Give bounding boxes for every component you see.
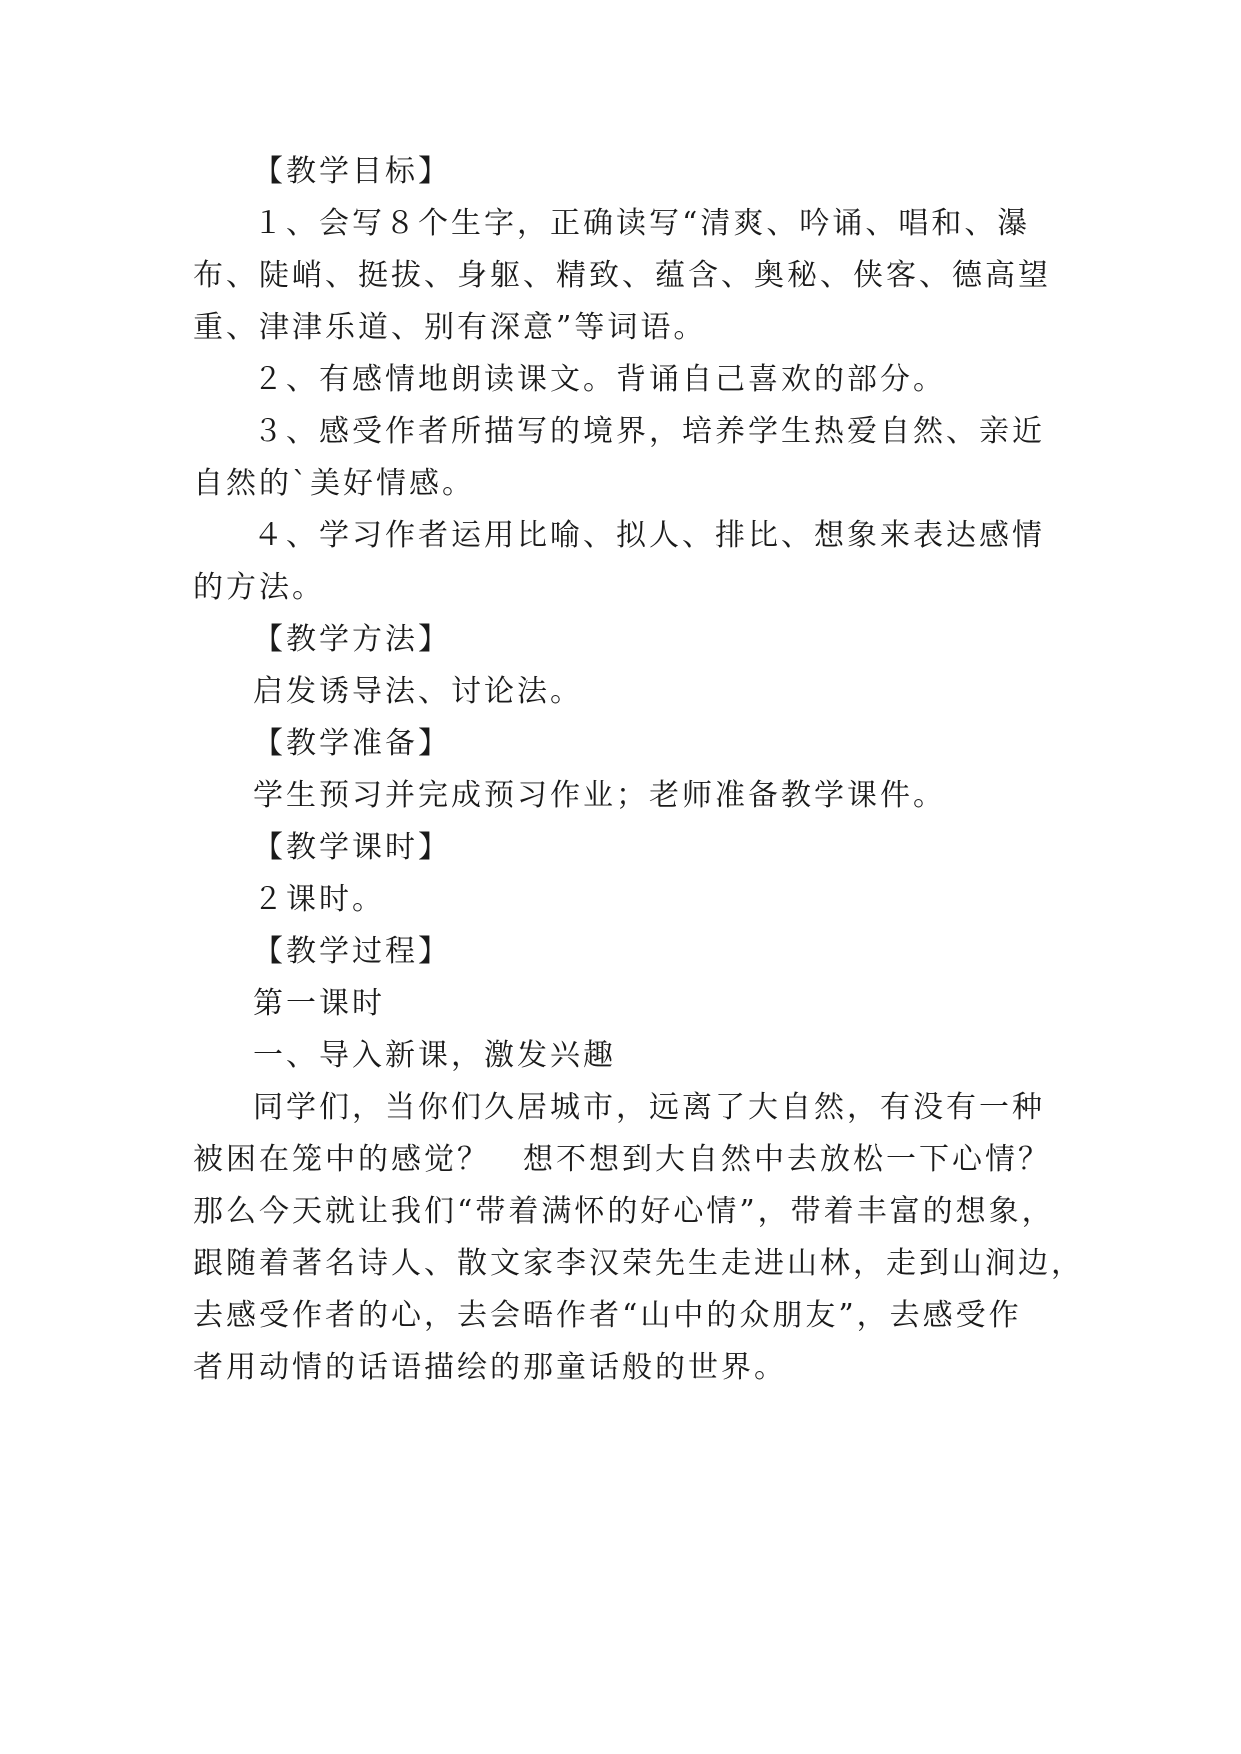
paragraph-line: 那么今天就让我们“带着满怀的好心情”，带着丰富的想象， bbox=[193, 1194, 1055, 1229]
heading-teaching-methods: 【教学方法】 bbox=[253, 622, 451, 657]
paragraph-line: 者用动情的话语描绘的那童话般的世界。 bbox=[193, 1350, 787, 1385]
paragraph-line: 学生预习并完成预习作业；老师准备教学课件。 bbox=[253, 778, 946, 813]
subheading-introduction: 一、导入新课，激发兴趣 bbox=[253, 1038, 616, 1073]
heading-class-hours: 【教学课时】 bbox=[253, 830, 451, 865]
paragraph-line: 布、陡峭、挺拔、身躯、精致、蕴含、奥秘、侠客、德高望 bbox=[193, 258, 1051, 293]
paragraph-line: １、会写８个生字，正确读写“清爽、吟诵、唱和、瀑 bbox=[253, 206, 1031, 241]
paragraph-line: ２课时。 bbox=[253, 882, 385, 917]
subheading-first-lesson: 第一课时 bbox=[253, 986, 385, 1021]
paragraph-line: ３、感受作者所描写的境界，培养学生热爱自然、亲近 bbox=[253, 414, 1045, 449]
paragraph-line: 自然的`美好情感。 bbox=[193, 466, 475, 501]
paragraph-line: 去感受作者的心，去会晤作者“山中的众朋友”，去感受作 bbox=[193, 1298, 1022, 1333]
paragraph-line: 跟随着著名诗人、散文家李汉荣先生走进山林，走到山涧边， bbox=[193, 1246, 1084, 1281]
paragraph-line: 同学们，当你们久居城市，远离了大自然，有没有一种 bbox=[253, 1090, 1045, 1125]
paragraph-line: 重、津津乐道、别有深意”等词语。 bbox=[193, 310, 707, 345]
heading-teaching-preparation: 【教学准备】 bbox=[253, 726, 451, 761]
paragraph-line: ２、有感情地朗读课文。背诵自己喜欢的部分。 bbox=[253, 362, 946, 397]
heading-teaching-process: 【教学过程】 bbox=[253, 934, 451, 969]
paragraph-line: 启发诱导法、讨论法。 bbox=[253, 674, 583, 709]
paragraph-line: 的方法。 bbox=[193, 570, 325, 605]
paragraph-line: 被困在笼中的感觉？ 想不想到大自然中去放松一下心情？ bbox=[193, 1142, 1051, 1177]
paragraph-line: ４、学习作者运用比喻、拟人、排比、想象来表达感情 bbox=[253, 518, 1045, 553]
heading-teaching-goals: 【教学目标】 bbox=[253, 154, 451, 189]
